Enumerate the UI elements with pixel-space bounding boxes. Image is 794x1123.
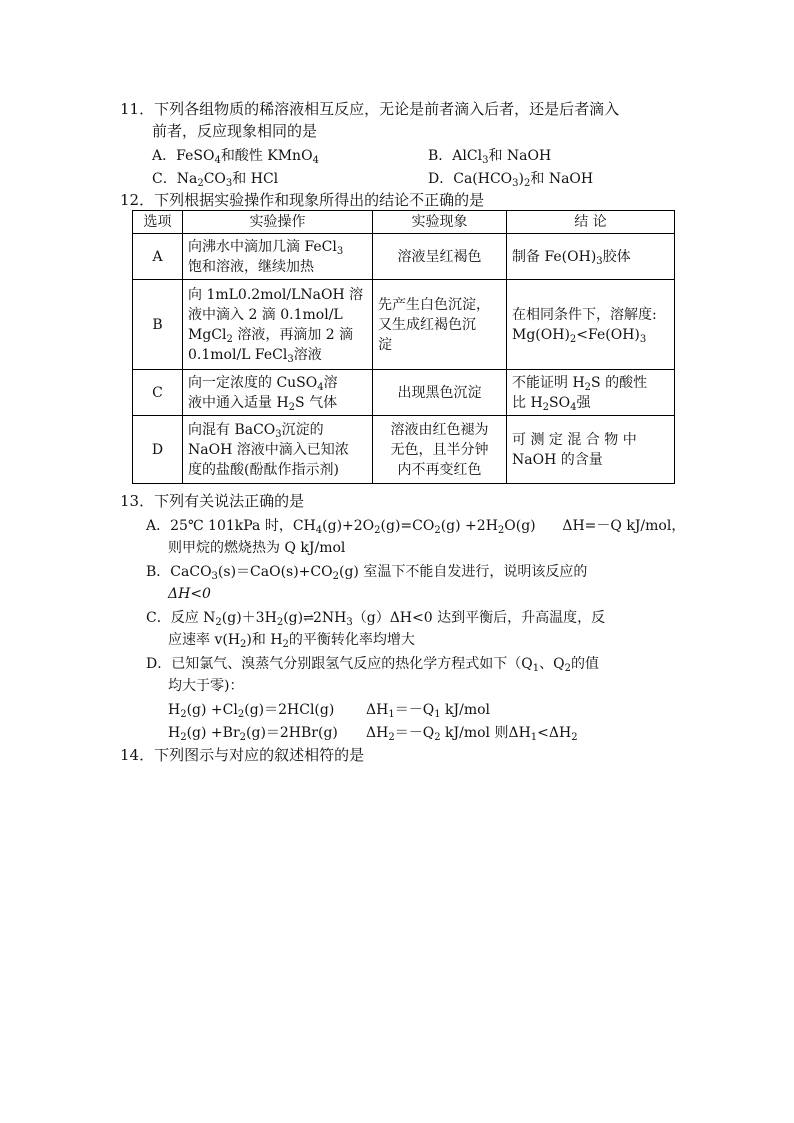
- option-label: C．: [146, 610, 171, 626]
- option-text: （g）ΔH<0 达到平衡后，升高温度，反: [352, 610, 606, 626]
- header-conclusion: 结 论: [507, 211, 675, 234]
- cell-text: 内不再变红色: [397, 461, 482, 478]
- option-text: 、Q: [539, 656, 565, 672]
- eq-text: ΔH: [366, 725, 389, 741]
- q11-option-a: [152, 145, 319, 167]
- eq-text: H: [168, 725, 181, 741]
- option-text: FeSO: [176, 148, 215, 164]
- q13-equation-2: [168, 722, 338, 744]
- table-row-d: [133, 416, 675, 484]
- cell-text: 不能证明 H: [512, 374, 585, 391]
- q12-number: 12．: [120, 191, 155, 209]
- row-phenomenon: 溶液呈红褐色: [373, 234, 507, 280]
- option-text: ΔH=－Q kJ/mol，: [562, 518, 686, 534]
- cell-text: 比 H: [512, 394, 543, 411]
- cell-text: 向沸水中滴加几滴 FeCl: [188, 238, 337, 255]
- q14-number: 14．: [120, 746, 155, 764]
- subscript: 3: [287, 353, 294, 365]
- cell-text: 溶: [323, 374, 338, 391]
- cell-text: 向一定浓度的 CuSO: [188, 374, 318, 391]
- option-text: 的平衡转化率均增大: [288, 632, 415, 648]
- option-label: D．: [428, 171, 454, 187]
- q11-stem-line1: [120, 98, 619, 120]
- option-label: A．: [152, 148, 177, 164]
- q13-option-b-line2: [168, 583, 211, 605]
- q13-option-a-line2: [168, 537, 345, 559]
- q12-stem-text: 下列根据实验操作和现象所得出的结论不正确的是: [154, 191, 485, 209]
- option-text: AlCl: [452, 148, 483, 164]
- cell-text: 胶体: [602, 248, 631, 265]
- cell-text: 饱和溶液，继续加热: [188, 258, 314, 275]
- cell-text: Mg(OH): [512, 326, 570, 343]
- eq-text: ＝－Q: [394, 702, 435, 718]
- eq-text: kJ/mol: [440, 702, 491, 718]
- cell-text: 度的盐酸(酚酞作指示剂): [188, 461, 339, 478]
- row-conclusion: [507, 416, 675, 484]
- subscript: 4: [312, 155, 319, 166]
- eq-text: ＝－Q: [394, 725, 435, 741]
- q13-option-c-line2: [168, 629, 415, 651]
- option-text: (g) +2H: [440, 518, 498, 534]
- option-text: (g)+2O: [322, 518, 375, 534]
- option-label: D．: [146, 656, 172, 672]
- subscript: 2: [226, 333, 233, 345]
- subscript: 4: [317, 381, 324, 393]
- q11-option-b: [428, 145, 551, 167]
- header-option: 选项: [133, 211, 183, 234]
- option-text: Ca(HCO: [453, 171, 513, 187]
- subscript: 2: [388, 732, 395, 743]
- subscript: 3: [346, 617, 353, 628]
- option-text: 已知氯气、溴蒸气分别跟氢气反应的热化学方程式如下（Q: [171, 656, 533, 672]
- option-text: )和 H: [246, 632, 283, 648]
- eq-text: ΔH: [366, 702, 389, 718]
- option-label: A．: [146, 518, 171, 534]
- option-text: CaCO: [170, 564, 212, 580]
- option-text: 和 NaOH: [488, 148, 552, 164]
- q11-option-c: [152, 168, 278, 190]
- table-row-b: [133, 280, 675, 370]
- cell-text: 制备 Fe(OH): [512, 248, 597, 265]
- subscript: 4: [570, 401, 577, 413]
- row-option: B: [133, 280, 183, 370]
- subscript: 3: [275, 428, 282, 440]
- subscript: 2: [197, 178, 204, 189]
- subscript: 2: [276, 617, 284, 628]
- table-header-row: [133, 211, 675, 234]
- header-phenomenon: 实验现象: [373, 211, 507, 234]
- option-text: 和 NaOH: [530, 171, 594, 187]
- subscript: 2: [571, 732, 578, 743]
- cell-text: 0.1mol/L FeCl: [188, 346, 288, 363]
- subscript: 2: [282, 639, 289, 650]
- row-phenomenon: [373, 280, 507, 370]
- option-text: 和酸性 KMnO: [220, 148, 313, 164]
- eq-text: kJ/mol 则ΔH: [440, 725, 531, 741]
- cell-text: S 的酸性: [591, 374, 648, 391]
- table-row-a: [133, 234, 675, 280]
- option-text: 则甲烷的燃烧热为 Q kJ/mol: [168, 540, 346, 556]
- option-text: 应速率 v(H: [168, 632, 241, 648]
- subscript: 3: [482, 155, 489, 166]
- cell-text: SO: [549, 394, 571, 411]
- subscript: 3: [336, 245, 344, 257]
- subscript: 2: [240, 639, 247, 650]
- eq-text: (g) +Cl: [186, 702, 238, 718]
- cell-text: 又生成红褐色沉: [378, 316, 476, 333]
- cell-text: 向 1mL0.2mol/LNaOH 溶: [188, 286, 364, 303]
- subscript: 2: [237, 709, 245, 720]
- q12-stem: [120, 189, 484, 211]
- eq-text: (g) +Br: [186, 725, 240, 741]
- subscript: 3: [512, 178, 519, 189]
- subscript: 1: [434, 709, 441, 720]
- option-text: Na: [176, 171, 198, 187]
- q11-option-d: [428, 168, 593, 190]
- cell-text: 溶液，再滴加 2 滴: [232, 326, 354, 343]
- row-option: D: [133, 416, 183, 484]
- option-text: (s)＝CaO(s)+CO: [217, 564, 333, 580]
- cell-text: 先产生白色沉淀，: [378, 296, 490, 313]
- subscript: 2: [332, 571, 339, 582]
- cell-text: 溶液由红色褪为: [390, 421, 489, 438]
- subscript: 3: [211, 571, 218, 582]
- cell-text: 强: [576, 394, 591, 411]
- subscript: 2: [584, 381, 592, 393]
- q11-stem-text: 下列各组物质的稀溶液相互反应，无论是前者滴入后者，还是后者滴入: [154, 100, 620, 118]
- q11-stem-line2: [152, 120, 317, 142]
- cell-text: 无色，且半分钟: [390, 441, 489, 458]
- q13-stem: [120, 490, 304, 512]
- row-conclusion: [507, 370, 675, 416]
- subscript: 4: [214, 155, 221, 166]
- option-text: 均大于零)：: [168, 678, 244, 694]
- cell-text: 在相同条件下，溶解度:: [512, 306, 657, 323]
- row-conclusion: [507, 280, 675, 370]
- subscript: 2: [239, 732, 247, 743]
- cell-text: 向混有 BaCO: [188, 421, 276, 438]
- option-text: ΔH<0: [168, 586, 211, 602]
- row-operation: [183, 234, 373, 280]
- q11-number: 11．: [120, 100, 155, 118]
- subscript: 2: [180, 709, 187, 720]
- cell-text: 沉淀的: [281, 421, 324, 438]
- q13-number: 13．: [120, 492, 155, 510]
- subscript: 2: [569, 333, 577, 345]
- subscript: 2: [564, 663, 571, 674]
- q13-option-a-line1: [146, 515, 685, 537]
- row-phenomenon: 出现黑色沉淀: [373, 370, 507, 416]
- q13-equation-2-enthalpy: [366, 722, 578, 744]
- table-row-c: [133, 370, 675, 416]
- row-option: A: [133, 234, 183, 280]
- subscript: 2: [180, 732, 187, 743]
- experiment-table: [132, 210, 675, 484]
- option-text: 的值: [570, 656, 599, 672]
- subscript: 3: [225, 178, 233, 189]
- eq-text: (g)＝2HBr(g): [246, 725, 338, 741]
- option-text: (g)＋3H: [221, 610, 277, 626]
- subscript: 2: [215, 617, 222, 628]
- option-text: 2NH: [312, 610, 347, 626]
- equilibrium-arrow-icon: ⇌: [303, 611, 313, 626]
- cell-text: S 气体: [295, 394, 338, 411]
- option-label: B．: [428, 148, 453, 164]
- row-conclusion: [507, 234, 675, 280]
- subscript: 2: [542, 401, 550, 413]
- option-label: B．: [146, 564, 171, 580]
- q14-stem: [120, 744, 364, 766]
- q13-equation-1: [168, 699, 334, 721]
- q13-option-b-line1: [146, 561, 587, 583]
- row-operation: [183, 416, 373, 484]
- subscript: 1: [530, 732, 538, 743]
- q13-option-c-line1: [146, 607, 605, 630]
- option-text: ): [518, 171, 524, 187]
- eq-text: <ΔH: [537, 725, 572, 741]
- option-text: 和 HCl: [232, 171, 279, 187]
- subscript: 2: [524, 178, 531, 189]
- q11-stem-text2: 前者，反应现象相同的是: [152, 122, 318, 140]
- row-operation: [183, 370, 373, 416]
- subscript: 1: [532, 663, 540, 674]
- cell-text: 淀: [378, 336, 392, 353]
- subscript: 1: [388, 709, 395, 720]
- option-label: C．: [152, 171, 177, 187]
- subscript: 2: [434, 525, 441, 536]
- subscript: 4: [315, 525, 323, 536]
- subscript: 2: [374, 525, 381, 536]
- option-text: 反应 N: [170, 610, 216, 626]
- cell-text: 液中滴入 2 滴 0.1mol/L: [188, 306, 343, 323]
- q13-stem-text: 下列有关说法正确的是: [154, 492, 305, 510]
- row-operation: [183, 280, 373, 370]
- subscript: 3: [639, 333, 647, 345]
- cell-text: 溶液: [293, 346, 322, 363]
- q13-option-d-line2: [168, 675, 243, 697]
- eq-text: (g)＝2HCl(g): [244, 702, 335, 718]
- option-text: O(g): [504, 518, 563, 534]
- row-option: C: [133, 370, 183, 416]
- cell-text: NaOH 溶液中滴入已知浓: [188, 441, 349, 458]
- subscript: 3: [596, 255, 603, 267]
- cell-text: MgCl: [188, 326, 227, 343]
- option-text: CO: [203, 171, 226, 187]
- q13-option-d-line1: [146, 653, 599, 675]
- option-text: (g): [283, 610, 304, 626]
- header-operation: 实验操作: [183, 211, 373, 234]
- eq-text: H: [168, 702, 181, 718]
- option-text: 25℃ 101kPa 时，CH: [170, 518, 316, 534]
- q14-stem-text: 下列图示与对应的叙述相符的是: [154, 746, 365, 764]
- option-text: (g) 室温下不能自发进行，说明该反应的: [338, 564, 588, 580]
- subscript: 2: [434, 732, 441, 743]
- subscript: 2: [288, 401, 296, 413]
- cell-text: <Fe(OH): [576, 326, 640, 343]
- cell-text: NaOH 的含量: [512, 451, 603, 468]
- cell-text: 可 测 定 混 合 物 中: [512, 431, 637, 448]
- q13-equation-1-enthalpy: [366, 699, 490, 721]
- subscript: 2: [497, 525, 505, 536]
- row-phenomenon: [373, 416, 507, 484]
- option-text: (g)=CO: [380, 518, 435, 534]
- cell-text: 液中通入适量 H: [188, 394, 289, 411]
